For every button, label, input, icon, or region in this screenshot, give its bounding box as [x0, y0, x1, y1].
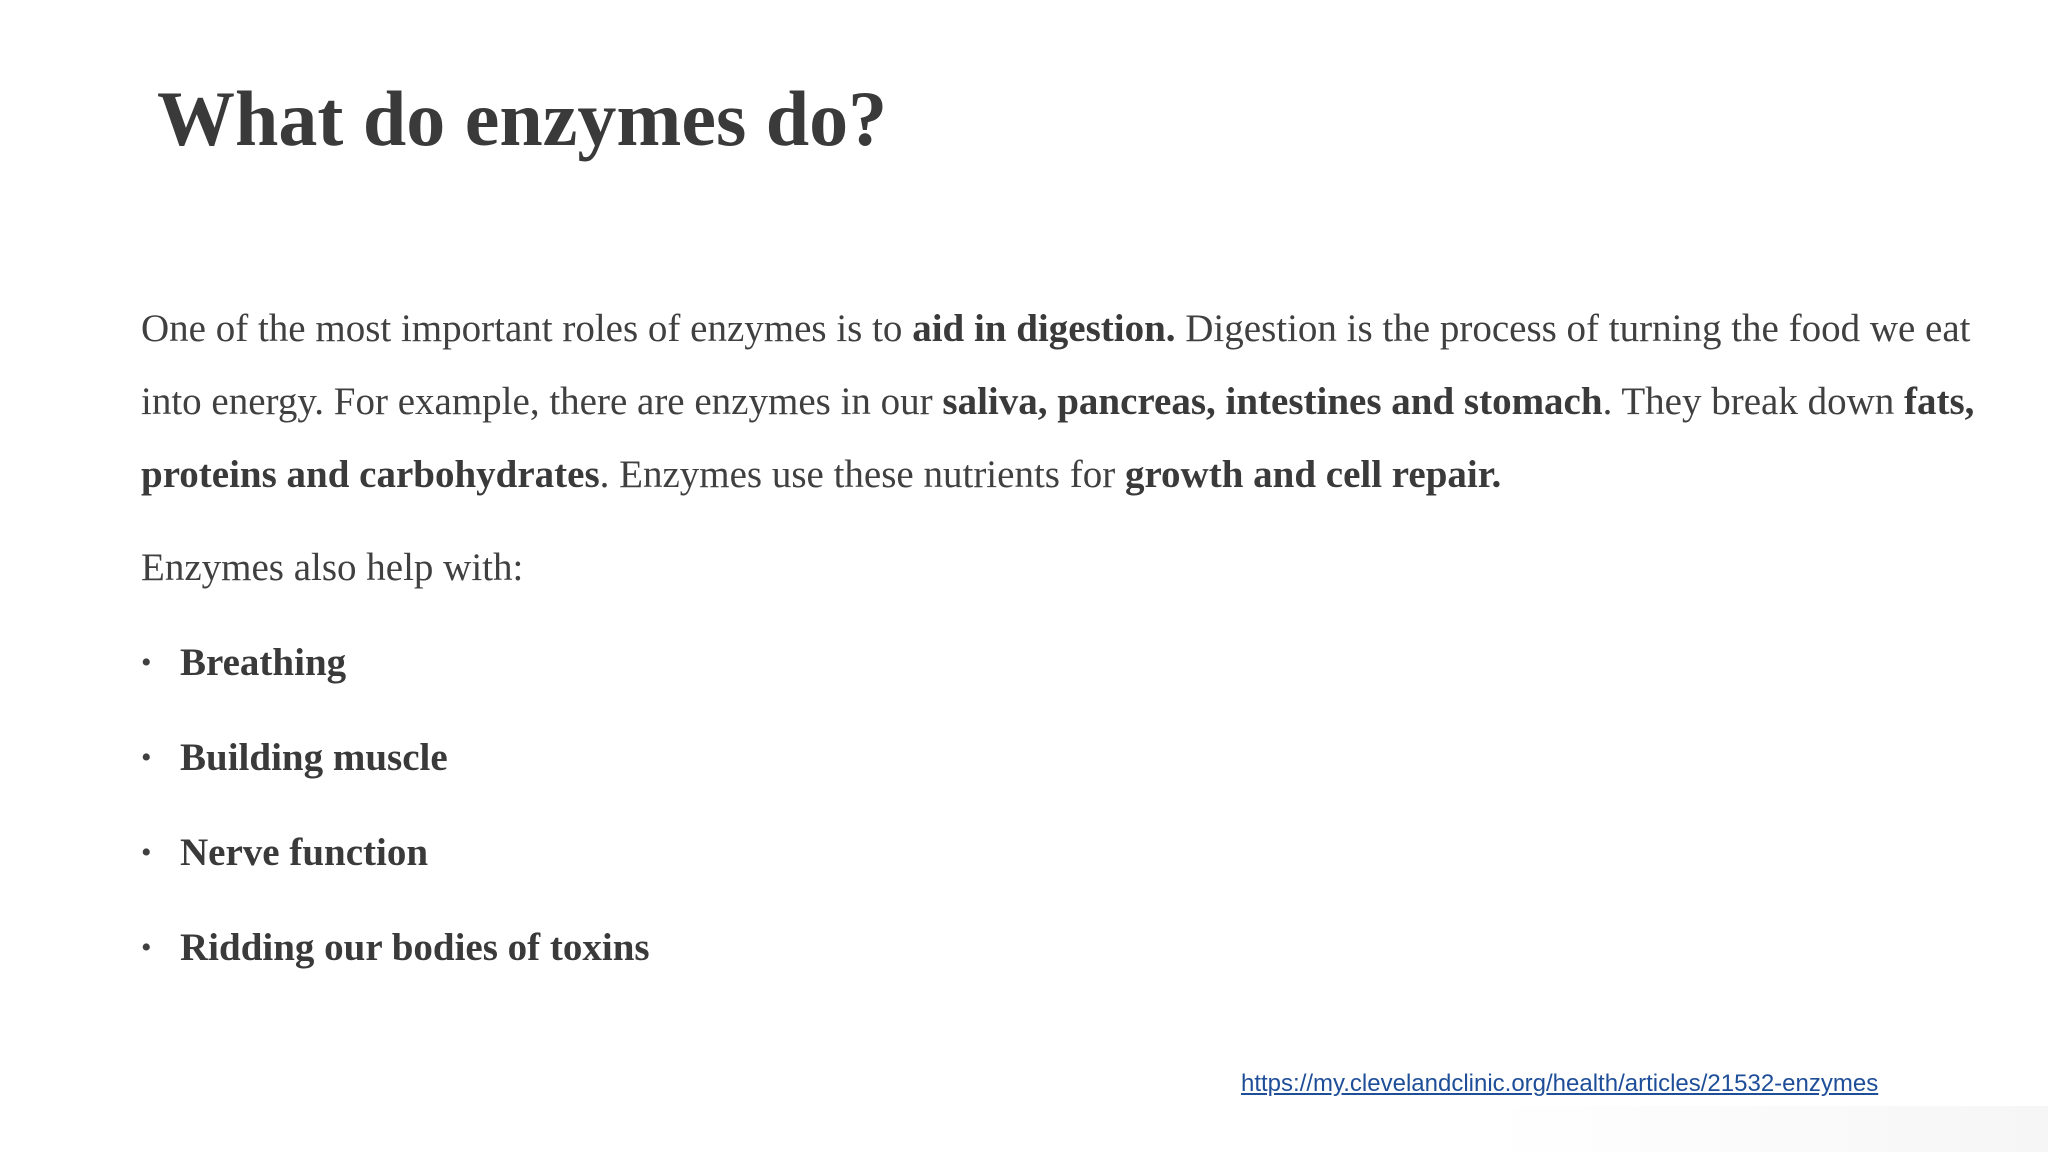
list-item [141, 721, 2021, 794]
bullet-icon: • [141, 931, 152, 964]
list-item [141, 911, 2021, 984]
paragraph-bold-2: saliva, pancreas, intestines and stomach [942, 380, 1603, 423]
list-item [141, 626, 2021, 699]
bullet-text: Building muscle [180, 736, 448, 779]
paragraph-bold-1: aid in digestion. [912, 307, 1176, 350]
bullet-text: Breathing [180, 641, 347, 684]
paragraph-bold-4: growth and cell repair. [1124, 453, 1502, 496]
bullet-list [141, 626, 2021, 984]
intro-paragraph [141, 292, 2021, 511]
paragraph-text-3: . They break down [1602, 380, 1905, 423]
bullet-icon: • [141, 836, 152, 869]
paragraph-bold-3: fats, proteins and carbohydrates [141, 380, 1975, 496]
paragraph-text-2: Digestion is the process of turning the food we eat into energy. For example, there are enzymes in our [141, 307, 1971, 423]
bullet-icon: • [141, 646, 152, 679]
list-item [141, 816, 2021, 889]
paragraph-text-4: . Enzymes use these nutrients for [599, 453, 1125, 496]
slide-title: What do enzymes do? [157, 75, 888, 162]
paragraph-text-1: One of the most important roles of enzymes is to [141, 307, 913, 350]
bullet-icon: • [141, 741, 152, 774]
slide-body [141, 292, 2021, 1006]
source-link[interactable]: https://my.clevelandclinic.org/health/articles/21532-enzymes [1241, 1070, 1879, 1097]
corner-shade [1488, 1106, 2048, 1152]
bullet-text: Ridding our bodies of toxins [180, 926, 650, 969]
bullet-text: Nerve function [180, 831, 429, 874]
bullet-lead-in: Enzymes also help with: [141, 546, 524, 589]
